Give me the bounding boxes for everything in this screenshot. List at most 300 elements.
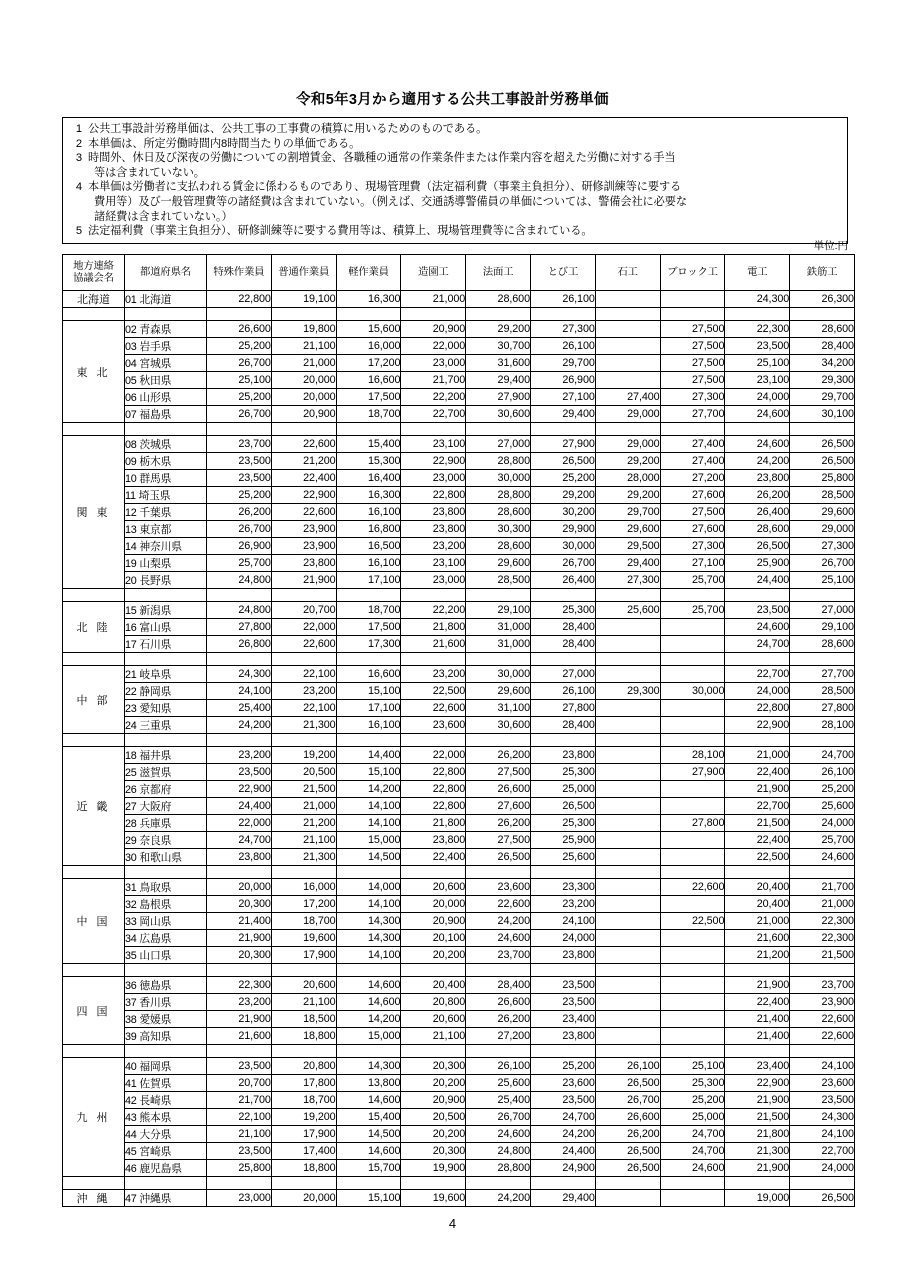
rate-cell: 14,100 [336, 947, 401, 964]
rate-cell: 26,100 [530, 291, 595, 308]
rate-cell: 23,200 [207, 747, 272, 764]
rate-cell: 25,700 [207, 555, 272, 572]
spacer-cell [207, 866, 272, 879]
rate-cell: 21,300 [271, 849, 336, 866]
rate-cell: 25,600 [790, 798, 855, 815]
rate-cell: 29,100 [466, 602, 531, 619]
rate-cell: 20,900 [401, 321, 466, 338]
rate-cell: 23,000 [401, 470, 466, 487]
rate-cell: 27,800 [207, 619, 272, 636]
rate-cell: 30,000 [466, 470, 531, 487]
rate-cell: 17,500 [336, 619, 401, 636]
rate-cell: 25,200 [207, 389, 272, 406]
rate-cell: 18,700 [271, 1092, 336, 1109]
note-number: 5 [75, 225, 82, 238]
rate-cell: 29,700 [790, 389, 855, 406]
rate-cell [595, 700, 660, 717]
rate-cell: 21,900 [271, 572, 336, 589]
rate-cell: 15,400 [336, 1109, 401, 1126]
rate-cell: 23,800 [530, 747, 595, 764]
rate-cell: 22,300 [790, 913, 855, 930]
rate-cell: 29,200 [595, 453, 660, 470]
spacer-cell [595, 653, 660, 666]
rate-cell: 22,100 [271, 666, 336, 683]
rate-cell: 22,400 [725, 764, 790, 781]
prefecture-cell: 34 広島県 [125, 930, 207, 947]
rate-cell [660, 700, 725, 717]
rate-cell: 23,500 [725, 338, 790, 355]
table-row [63, 321, 855, 338]
rate-cell: 29,600 [595, 521, 660, 538]
rate-cell: 20,000 [271, 389, 336, 406]
rate-cell: 28,600 [725, 521, 790, 538]
table-row [63, 1011, 855, 1028]
rate-cell: 25,700 [660, 572, 725, 589]
rate-cell: 22,900 [207, 781, 272, 798]
rate-cell: 14,200 [336, 781, 401, 798]
rate-cell: 14,100 [336, 798, 401, 815]
spacer-cell [336, 1045, 401, 1058]
rate-cell: 25,200 [530, 470, 595, 487]
rate-cell: 29,700 [530, 355, 595, 372]
rate-cell: 21,500 [725, 815, 790, 832]
rate-cell: 17,900 [271, 947, 336, 964]
rate-cell: 25,400 [466, 1092, 531, 1109]
rate-cell: 23,500 [207, 1143, 272, 1160]
prefecture-cell: 29 奈良県 [125, 832, 207, 849]
rate-cell: 23,700 [790, 977, 855, 994]
rate-cell: 16,400 [336, 470, 401, 487]
rate-cell: 28,400 [530, 636, 595, 653]
rate-cell: 18,700 [336, 406, 401, 423]
note-text: 時間外、休日及び深夜の労働についての割増賃金、各職種の通常の作業条件または作業内容を超えた労働に対する手当 [88, 152, 676, 165]
spacer-cell [660, 423, 725, 436]
table-row [63, 977, 855, 994]
spacer-cell [401, 734, 466, 747]
spacer-cell [207, 1045, 272, 1058]
rate-cell: 26,700 [595, 1092, 660, 1109]
table-body [63, 291, 855, 1207]
spacer-cell [660, 1177, 725, 1190]
spacer-cell [271, 308, 336, 321]
table-row [63, 700, 855, 717]
rate-cell: 20,000 [271, 372, 336, 389]
rate-cell: 22,900 [271, 487, 336, 504]
rate-cell: 15,100 [336, 683, 401, 700]
rate-cell: 19,600 [271, 930, 336, 947]
table-row [63, 781, 855, 798]
rate-cell [595, 764, 660, 781]
spacer-cell [530, 423, 595, 436]
rate-cell: 23,600 [790, 1075, 855, 1092]
spacer-cell [207, 1177, 272, 1190]
region-cell: 近 畿 [63, 747, 125, 866]
rate-cell: 26,100 [466, 1058, 531, 1075]
rate-cell: 26,400 [530, 572, 595, 589]
column-header-0: 地方連絡 協議会名 [63, 255, 125, 291]
rate-cell: 19,600 [401, 1190, 466, 1207]
spacer-cell [336, 653, 401, 666]
rate-cell: 27,200 [660, 470, 725, 487]
rate-cell: 21,500 [790, 947, 855, 964]
page-number: 4 [448, 1216, 457, 1231]
rate-cell: 27,600 [660, 521, 725, 538]
table-row [63, 683, 855, 700]
note-item [68, 137, 842, 152]
spacer-cell [125, 1177, 207, 1190]
rate-cell: 22,000 [271, 619, 336, 636]
rate-cell [660, 1028, 725, 1045]
prefecture-cell: 04 宮城県 [125, 355, 207, 372]
rate-cell: 25,300 [530, 815, 595, 832]
rate-cell: 23,500 [530, 1092, 595, 1109]
rate-cell: 26,600 [207, 321, 272, 338]
rate-cell: 21,900 [207, 1011, 272, 1028]
spacer-cell [790, 653, 855, 666]
rate-cell: 21,300 [271, 717, 336, 734]
rate-cell: 27,800 [660, 815, 725, 832]
rate-cell: 25,900 [530, 832, 595, 849]
rate-cell: 22,200 [401, 389, 466, 406]
rate-cell: 22,800 [401, 487, 466, 504]
rate-cell: 20,000 [401, 896, 466, 913]
region-spacer-row [63, 964, 855, 977]
rate-cell: 24,100 [530, 913, 595, 930]
rate-cell: 20,400 [725, 896, 790, 913]
rate-cell: 21,100 [207, 1126, 272, 1143]
rate-cell: 28,500 [790, 487, 855, 504]
rate-cell: 25,300 [530, 764, 595, 781]
rate-cell: 29,200 [530, 487, 595, 504]
rate-cell: 23,400 [725, 1058, 790, 1075]
table-row [63, 764, 855, 781]
column-header-4: 軽作業員 [336, 255, 401, 291]
spacer-cell [466, 734, 531, 747]
rate-cell: 24,600 [790, 849, 855, 866]
table-row [63, 913, 855, 930]
rate-cell: 26,300 [790, 291, 855, 308]
spacer-cell [207, 308, 272, 321]
prefecture-cell: 03 岩手県 [125, 338, 207, 355]
spacer-cell [401, 589, 466, 602]
rate-cell: 21,300 [725, 1143, 790, 1160]
region-cell: 北海道 [63, 291, 125, 308]
rate-cell: 30,000 [660, 683, 725, 700]
spacer-cell [271, 1177, 336, 1190]
rate-cell: 17,200 [336, 355, 401, 372]
table-row [63, 602, 855, 619]
rate-cell: 26,500 [790, 436, 855, 453]
rate-cell: 22,800 [207, 291, 272, 308]
rate-cell: 23,800 [271, 555, 336, 572]
prefecture-cell: 28 兵庫県 [125, 815, 207, 832]
rate-cell: 20,000 [271, 1190, 336, 1207]
rate-cell: 22,500 [660, 913, 725, 930]
rate-cell: 31,000 [466, 619, 531, 636]
rate-cell [595, 717, 660, 734]
spacer-cell [63, 589, 125, 602]
note-item [68, 180, 842, 195]
rate-cell: 21,700 [207, 1092, 272, 1109]
rate-cell: 16,000 [336, 338, 401, 355]
note-text: 法定福利費（事業主負担分）、研修訓練等に要する費用等は、積算上、現場管理費等に含まれている。 [88, 225, 593, 238]
rate-cell: 21,400 [725, 1028, 790, 1045]
region-spacer-row [63, 308, 855, 321]
rate-cell: 30,100 [790, 406, 855, 423]
rate-cell: 25,700 [790, 832, 855, 849]
rate-cell: 28,000 [595, 470, 660, 487]
rate-cell: 22,400 [725, 832, 790, 849]
rate-cell: 27,200 [466, 1028, 531, 1045]
region-spacer-row [63, 866, 855, 879]
spacer-cell [725, 1045, 790, 1058]
rate-cell: 27,000 [466, 436, 531, 453]
rate-cell: 21,600 [401, 636, 466, 653]
rate-cell: 21,100 [271, 338, 336, 355]
rate-cell: 19,900 [401, 1160, 466, 1177]
rate-cell: 19,000 [725, 1190, 790, 1207]
rate-cell [595, 338, 660, 355]
table-row [63, 1126, 855, 1143]
spacer-cell [660, 866, 725, 879]
rate-cell: 29,400 [530, 1190, 595, 1207]
rate-cell: 24,300 [725, 291, 790, 308]
rate-cell: 24,700 [790, 747, 855, 764]
table-row [63, 355, 855, 372]
note-continuation: 等は含まれていない。 [94, 166, 205, 179]
column-header-2: 特殊作業員 [207, 255, 272, 291]
spacer-cell [530, 589, 595, 602]
rate-cell: 23,800 [401, 504, 466, 521]
rate-cell: 25,400 [207, 700, 272, 717]
rate-cell: 27,000 [790, 602, 855, 619]
rate-cell: 25,800 [207, 1160, 272, 1177]
spacer-cell [790, 866, 855, 879]
rate-cell: 26,100 [595, 1058, 660, 1075]
rate-cell [595, 879, 660, 896]
rate-cell: 24,700 [530, 1109, 595, 1126]
table-row [63, 521, 855, 538]
rate-cell: 16,600 [336, 372, 401, 389]
spacer-cell [725, 1177, 790, 1190]
rate-cell: 20,600 [271, 977, 336, 994]
rate-cell [595, 977, 660, 994]
rate-cell: 27,400 [595, 389, 660, 406]
spacer-cell [336, 964, 401, 977]
rate-cell: 19,800 [271, 321, 336, 338]
region-spacer-row [63, 1045, 855, 1058]
spacer-cell [401, 1045, 466, 1058]
rate-cell: 21,100 [401, 1028, 466, 1045]
note-number: 4 [75, 181, 82, 194]
rate-cell: 23,500 [207, 453, 272, 470]
rate-cell: 23,800 [530, 947, 595, 964]
rate-cell: 15,600 [336, 321, 401, 338]
rate-cell: 27,600 [466, 798, 531, 815]
column-header-5: 造園工 [401, 255, 466, 291]
region-cell: 沖 縄 [63, 1190, 125, 1207]
spacer-cell [790, 1045, 855, 1058]
rate-cell: 23,400 [530, 1011, 595, 1028]
rate-cell: 24,700 [207, 832, 272, 849]
rate-cell: 21,200 [271, 453, 336, 470]
rate-cell: 17,100 [336, 572, 401, 589]
spacer-cell [595, 308, 660, 321]
rate-cell: 21,000 [790, 896, 855, 913]
rate-cell [595, 1011, 660, 1028]
rate-cell: 24,900 [530, 1160, 595, 1177]
rate-cell: 14,100 [336, 815, 401, 832]
table-row [63, 815, 855, 832]
rate-cell: 20,500 [401, 1109, 466, 1126]
rate-cell: 14,500 [336, 849, 401, 866]
rate-cell: 22,600 [401, 700, 466, 717]
rate-cell: 23,100 [401, 555, 466, 572]
rate-cell: 27,500 [660, 372, 725, 389]
rate-cell: 23,500 [530, 977, 595, 994]
rate-cell [660, 1011, 725, 1028]
rate-cell: 24,800 [207, 572, 272, 589]
page-title: 令和5年3月から適用する公共工事設計労務単価 [296, 92, 609, 108]
rate-cell [660, 849, 725, 866]
rate-cell: 24,000 [790, 1160, 855, 1177]
rate-cell: 21,900 [207, 930, 272, 947]
spacer-cell [207, 423, 272, 436]
region-cell: 四 国 [63, 977, 125, 1045]
table-header-row [63, 255, 855, 291]
rate-cell [660, 977, 725, 994]
spacer-cell [207, 964, 272, 977]
table-row [63, 487, 855, 504]
spacer-cell [63, 734, 125, 747]
spacer-cell [790, 734, 855, 747]
rate-cell [595, 355, 660, 372]
spacer-cell [466, 1045, 531, 1058]
rate-cell: 26,600 [466, 781, 531, 798]
spacer-cell [790, 589, 855, 602]
spacer-cell [595, 734, 660, 747]
rate-cell [595, 636, 660, 653]
rate-cell [595, 1028, 660, 1045]
rate-cell: 16,500 [336, 538, 401, 555]
rate-cell: 26,600 [466, 994, 531, 1011]
spacer-cell [530, 866, 595, 879]
rate-cell: 21,500 [271, 781, 336, 798]
rate-cell: 28,600 [466, 291, 531, 308]
rate-cell: 27,400 [660, 453, 725, 470]
notes-box [62, 117, 848, 244]
prefecture-cell: 16 富山県 [125, 619, 207, 636]
rate-cell: 22,600 [790, 1011, 855, 1028]
rate-cell: 23,800 [207, 849, 272, 866]
rate-cell: 23,800 [401, 521, 466, 538]
spacer-cell [660, 1045, 725, 1058]
rate-cell: 15,100 [336, 764, 401, 781]
rate-cell: 25,300 [660, 1075, 725, 1092]
rate-cell: 22,500 [401, 683, 466, 700]
rate-cell: 21,700 [790, 879, 855, 896]
rate-cell: 21,600 [207, 1028, 272, 1045]
rate-cell: 15,400 [336, 436, 401, 453]
spacer-cell [336, 423, 401, 436]
prefecture-cell: 32 島根県 [125, 896, 207, 913]
rate-cell: 21,100 [271, 994, 336, 1011]
spacer-cell [63, 1045, 125, 1058]
rate-cell: 27,100 [660, 555, 725, 572]
prefecture-cell: 17 石川県 [125, 636, 207, 653]
rate-cell: 30,300 [466, 521, 531, 538]
rate-cell: 26,200 [595, 1126, 660, 1143]
rate-cell: 21,000 [725, 913, 790, 930]
prefecture-cell: 41 佐賀県 [125, 1075, 207, 1092]
column-header-11: 鉄筋工 [790, 255, 855, 291]
labor-rates-table [62, 254, 855, 1207]
prefecture-cell: 08 茨城県 [125, 436, 207, 453]
spacer-cell [725, 589, 790, 602]
prefecture-cell: 25 滋賀県 [125, 764, 207, 781]
rate-cell: 27,000 [530, 666, 595, 683]
note-continuation: 費用等）及び一般管理費等の諸経費は含まれていない。（例えば、交通誘導警備員の単価については、警備会社に必要な [94, 195, 687, 208]
spacer-cell [207, 734, 272, 747]
rate-cell: 20,900 [401, 1092, 466, 1109]
rate-cell: 22,000 [401, 338, 466, 355]
rate-cell: 20,800 [401, 994, 466, 1011]
rate-cell: 28,600 [790, 636, 855, 653]
spacer-cell [725, 866, 790, 879]
rate-cell [660, 781, 725, 798]
rate-cell: 21,500 [725, 1109, 790, 1126]
region-spacer-row [63, 423, 855, 436]
rate-cell: 23,900 [271, 538, 336, 555]
spacer-cell [125, 308, 207, 321]
rate-cell [660, 717, 725, 734]
spacer-cell [271, 734, 336, 747]
rate-cell: 22,400 [401, 849, 466, 866]
spacer-cell [401, 423, 466, 436]
rate-cell: 27,900 [530, 436, 595, 453]
rate-cell: 27,300 [530, 321, 595, 338]
rate-cell: 24,300 [790, 1109, 855, 1126]
rate-cell: 20,600 [401, 879, 466, 896]
column-header-9: ブロック工 [660, 255, 725, 291]
rate-cell [595, 372, 660, 389]
table-row [63, 538, 855, 555]
rate-cell: 20,300 [401, 1058, 466, 1075]
table-row [63, 372, 855, 389]
rate-cell: 23,000 [207, 1190, 272, 1207]
rate-cell [660, 896, 725, 913]
prefecture-cell: 15 新潟県 [125, 602, 207, 619]
table-row [63, 619, 855, 636]
rate-cell: 22,900 [725, 717, 790, 734]
rate-cell: 28,800 [466, 487, 531, 504]
note-text: 本単価は、所定労働時間内8時間当たりの単価である。 [88, 137, 361, 150]
spacer-cell [401, 866, 466, 879]
spacer-cell [125, 866, 207, 879]
rate-cell: 21,700 [401, 372, 466, 389]
prefecture-cell: 35 山口県 [125, 947, 207, 964]
rate-cell: 27,300 [660, 389, 725, 406]
rate-cell: 26,500 [466, 849, 531, 866]
rate-cell [660, 994, 725, 1011]
rate-cell: 24,400 [530, 1143, 595, 1160]
spacer-cell [125, 1045, 207, 1058]
table-row [63, 930, 855, 947]
prefecture-cell: 26 京都府 [125, 781, 207, 798]
spacer-cell [725, 653, 790, 666]
rate-cell: 27,500 [660, 504, 725, 521]
rate-cell: 21,400 [725, 1011, 790, 1028]
